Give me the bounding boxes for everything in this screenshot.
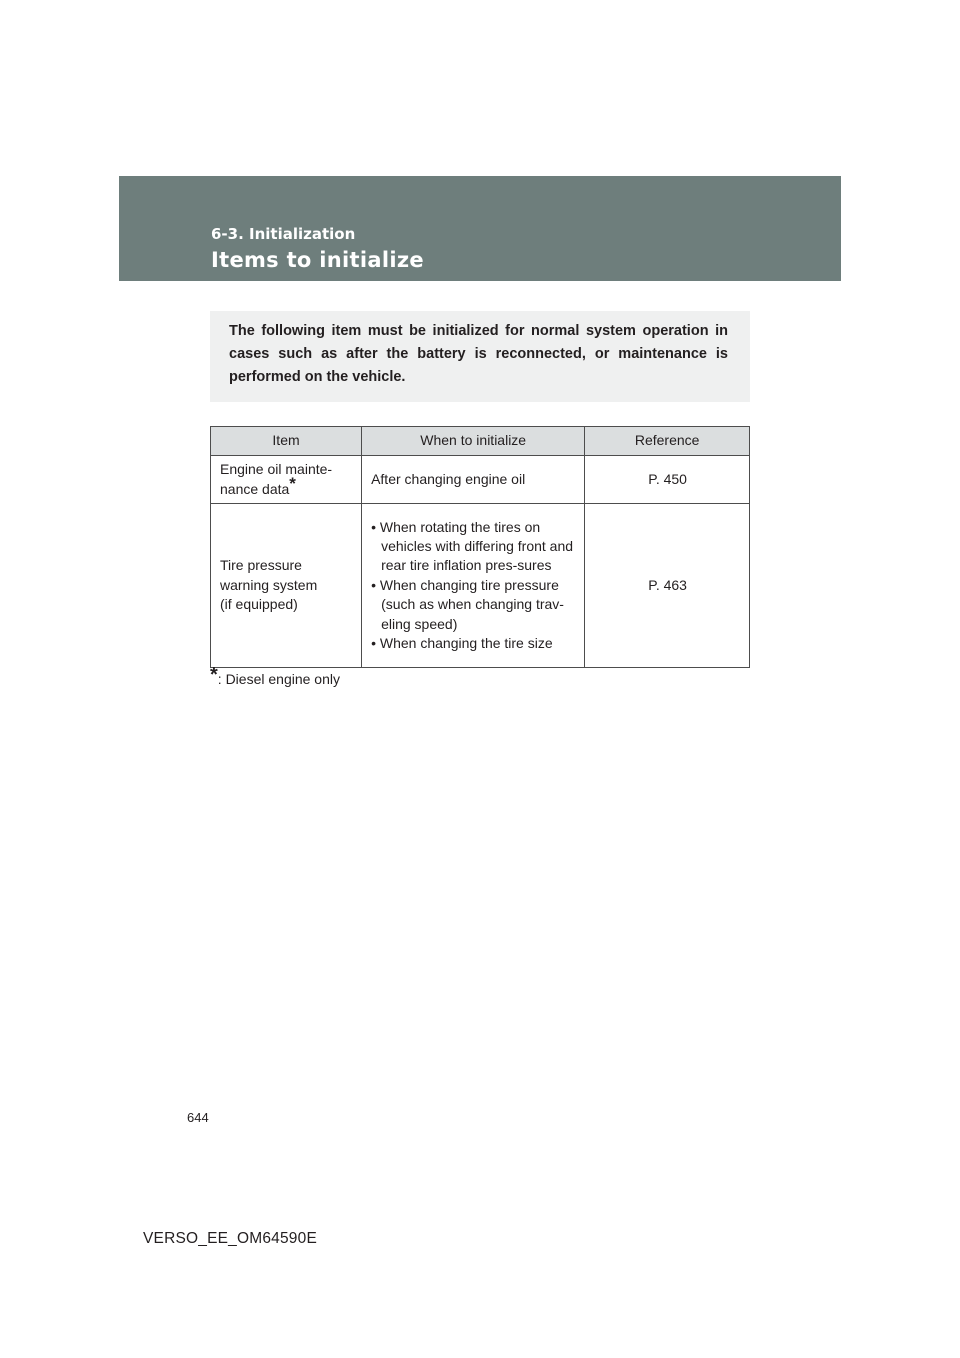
footnote: [210, 664, 340, 687]
table-row: [211, 456, 750, 504]
header-band: [119, 176, 841, 281]
item-text: Engine oil mainte-: [220, 461, 333, 478]
list-item: • When changing tire pressure (such as when changing trav-eling speed): [371, 576, 564, 632]
list-item: • When changing the tire size: [371, 635, 553, 652]
when-cell: [362, 504, 585, 668]
column-header-reference: Reference: [585, 427, 750, 456]
item-cell: [211, 504, 362, 668]
reference-cell: P. 463: [585, 504, 750, 668]
item-text: nance data: [220, 480, 290, 497]
item-text: warning system: [220, 576, 318, 593]
intro-text: The following item must be initialized for normal system operation in cases such as after the battery is reconnected, or maintenance is performed on the vehicle.: [229, 323, 728, 385]
document-code: VERSO_EE_OM64590E: [143, 1230, 317, 1247]
footnote-marker: *: [289, 473, 296, 493]
table-header-row: [211, 427, 750, 456]
item-text: (if equipped): [220, 596, 298, 613]
footnote-marker: *: [210, 664, 218, 686]
table-row: [211, 504, 750, 668]
list-item: • When rotating the tires on vehicles with differing front and rear tire inflation pres-sures: [371, 518, 574, 574]
when-cell: After changing engine oil: [362, 456, 585, 504]
when-list: [371, 518, 576, 654]
reference-cell: P. 450: [585, 456, 750, 504]
item-text: Tire pressure: [220, 557, 302, 574]
intro-box: [210, 311, 750, 402]
initialization-table: [210, 426, 750, 668]
column-header-item: Item: [211, 427, 362, 456]
footnote-text: : Diesel engine only: [217, 671, 340, 687]
column-header-when: When to initialize: [362, 427, 585, 456]
section-label: 6-3. Initialization: [211, 225, 356, 243]
page-title: Items to initialize: [211, 248, 424, 272]
item-cell: [211, 456, 362, 504]
page-number: 644: [187, 1110, 209, 1125]
